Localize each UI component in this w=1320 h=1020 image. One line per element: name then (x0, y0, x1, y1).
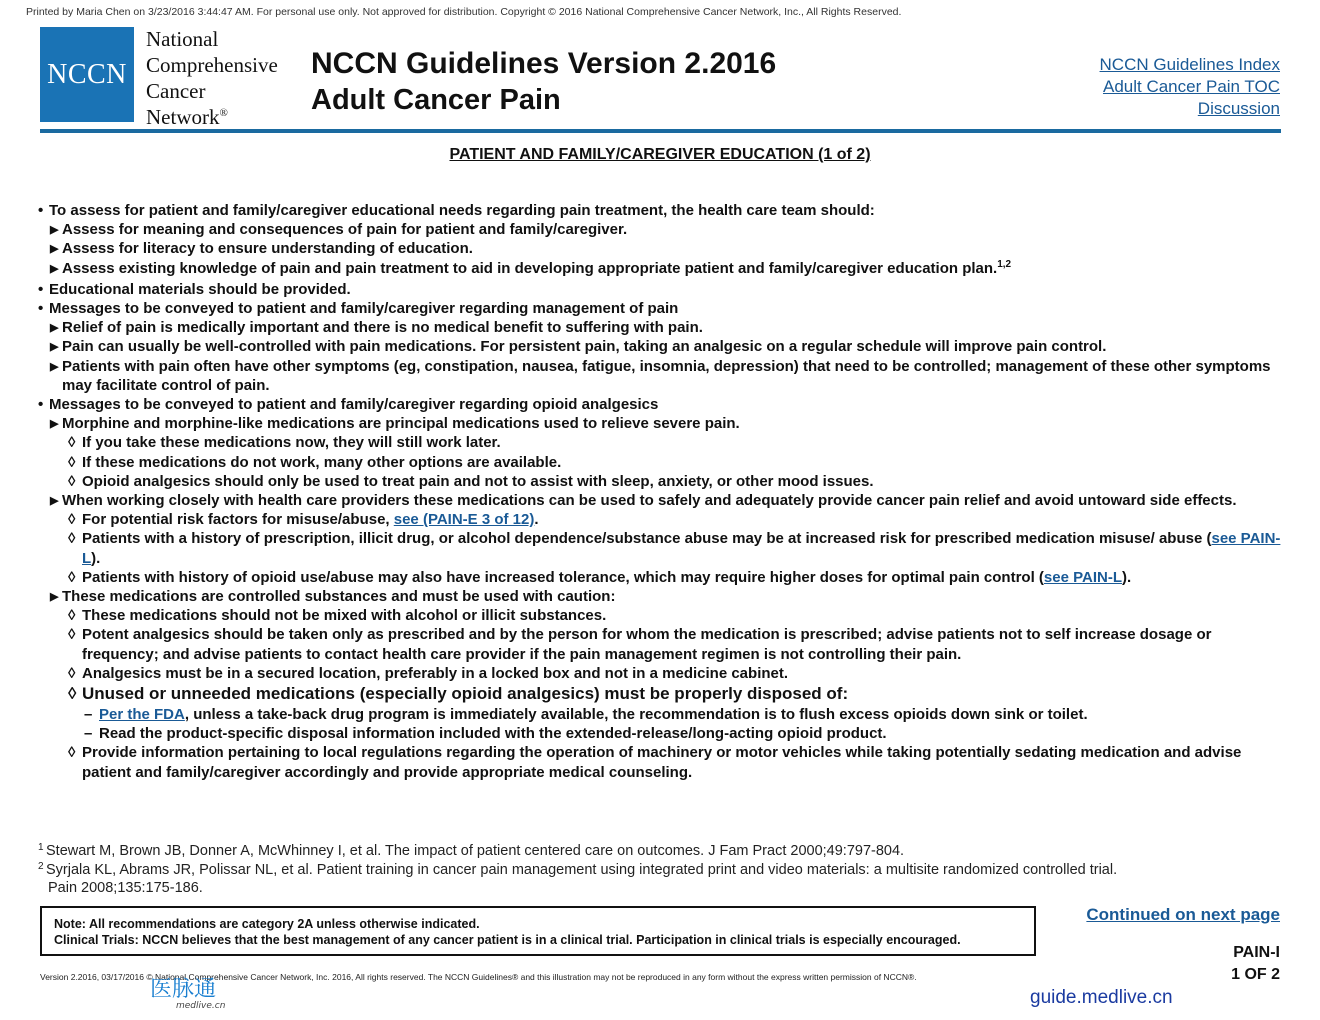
logo-wordmark (146, 26, 278, 130)
nccn-logo (40, 27, 134, 122)
medlive-logo-cn: 医脉通 (150, 977, 217, 1002)
link-guidelines-index[interactable]: NCCN Guidelines Index (1099, 55, 1280, 74)
link-per-the-fda[interactable]: Per the FDA (99, 706, 185, 724)
bullet-materials: • Educational materials should be provided. (38, 280, 351, 298)
sub-bullet: ▶ Assess existing knowledge of pain and pain treatment to aid in developing appropriate patient and family/caregiver education plan.$^{1,2}$ (50, 258, 1012, 277)
reference-2: 2 Syrjala KL, Abrams JR, Polissar NL, et al. Patient training in cancer pain management using integrated print and video materials: a multisite randomized controlled trial. (38, 860, 1118, 878)
footnote-ref: 1,2 (997, 258, 1012, 270)
sub-sub-bullet-disposal: ◊ Unused or unneeded medications (especially opioid analgesics) must be properly disposed of: (68, 684, 849, 704)
sub-bullet: ▶ Assess for meaning and consequences of pain for patient and family/caregiver. (50, 221, 628, 239)
sub-sub-bullet: ◊ Opioid analgesics should only be used to treat pain and not to assist with sleep, anxiety, or other mood issues. (68, 472, 874, 490)
sub-bullet: ▶ These medications are controlled substances and must be used with caution: (50, 588, 616, 606)
watermark-site: guide.medlive.cn (1030, 987, 1173, 1008)
dash-item: – Per the FDA, unless a take-back drug program is immediately available, the recommendation is to flush excess opioids down sink or toilet. (84, 706, 1088, 724)
version-copyright: Version 2.2016, 03/17/2016 © National Comprehensive Cancer Network, Inc. 2016, All rights reserved. The NCCN Guidelines® and this illustration may not be reproduced in any form without the express written permission of NCCN®. (40, 972, 917, 982)
sub-bullet: ▶ Patients with pain often have other symptoms (eg, constipation, nausea, fatigue, insomnia, depression) that need to be controlled; management of these other symptoms may facilitate control of pain. (50, 357, 1271, 394)
print-notice: Printed by Maria Chen on 3/23/2016 3:44:47 AM. For personal use only. Not approved for distribution. Copyright © 2016 National Comprehensive Cancer Network, Inc., All Rights Reserved. (26, 6, 902, 18)
logo-line-3: Cancer (146, 79, 206, 103)
link-pain-l[interactable]: see PAIN-L (82, 530, 1281, 567)
note-box (40, 906, 1036, 956)
link-pain-e[interactable]: see (PAIN-E 3 of 12) (393, 511, 535, 529)
sub-sub-bullet: ◊ Potent analgesics should be taken only as prescribed and by the person for whom the medication is prescribed; advise patients not to self increase dosage or frequency; and advise patients to contact health care provider if the pain management regimen is not controlling their pain. (68, 626, 1212, 663)
link-pain-l[interactable]: see PAIN-L (1043, 568, 1122, 586)
bullet-opioid-analgesics: • Messages to be conveyed to patient and family/caregiver regarding opioid analgesics (38, 396, 659, 414)
sub-bullet: ▶ Assess for literacy to ensure understanding of education. (50, 240, 473, 258)
sub-sub-bullet: ◊ Provide information pertaining to local regulations regarding the operation of machinery or motor vehicles while taking potentially sedating medication and advise patient and family/caregiver accordingly and provide appropriate medical counseling. (68, 744, 1242, 781)
reference-2-continued: Pain 2008;135:175-186. (48, 880, 203, 896)
toc-links (1100, 54, 1280, 120)
education-content (38, 201, 1288, 782)
link-discussion[interactable]: Discussion (1197, 99, 1280, 118)
sub-sub-bullet: ◊ Patients with a history of prescription, illicit drug, or alcohol dependence/substance abuse may be at increased risk for prescribed medication misuse/ abuse (see PAIN-L). (68, 530, 1281, 567)
sub-bullet: ▶ When working closely with health care providers these medications can be used to safely and adequately provide cancer pain relief and avoid untoward side effects. (50, 492, 1237, 510)
logo-line-1: National (146, 27, 219, 51)
page-title (311, 46, 776, 118)
sub-sub-bullet: ◊ For potential risk factors for misuse/abuse, see (PAIN-E 3 of 12). (68, 511, 539, 529)
logo-line-2: Comprehensive (146, 53, 278, 77)
note-line-1: Note: All recommendations are category 2A unless otherwise indicated. (54, 917, 480, 931)
medlive-logo (148, 972, 248, 1012)
sub-bullet: ▶ Pain can usually be well-controlled with pain medications. For persistent pain, taking an analgesic on a regular schedule will improve pain control. (50, 338, 1107, 356)
bullet-assess-needs: • To assess for patient and family/caregiver educational needs regarding pain treatment, the health care team should: (38, 202, 875, 219)
logo-line-4: Network® (146, 105, 228, 129)
logo-abbr: NCCN (47, 58, 127, 90)
sub-sub-bullet: ◊ If these medications do not work, many other options are available. (68, 453, 562, 471)
sub-sub-bullet: ◊ Analgesics must be in a secured location, preferably in a locked box and not in a medicine cabinet. (68, 664, 789, 682)
sub-bullet: ▶ Morphine and morphine-like medications are principal medications used to relieve severe pain. (50, 415, 740, 433)
title-line-2: Adult Cancer Pain (311, 84, 561, 116)
link-adult-cancer-pain-toc[interactable]: Adult Cancer Pain TOC (1102, 77, 1280, 96)
continued-next-page-link[interactable]: Continued on next page (1086, 905, 1280, 924)
sub-sub-bullet: ◊ These medications should not be mixed with alcohol or illicit substances. (68, 607, 607, 625)
references (38, 842, 1288, 898)
section-title: PATIENT AND FAMILY/CAREGIVER EDUCATION (1 of 2) (449, 146, 871, 163)
note-line-2: Clinical Trials: NCCN believes that the best management of any cancer patient is in a clinical trial. Participation in clinical trials is especially encouraged. (54, 933, 961, 947)
sub-sub-bullet: ◊ If you take these medications now, they will still work later. (68, 434, 501, 452)
title-line-1: NCCN Guidelines Version 2.2016 (311, 47, 777, 80)
sub-bullet: ▶ Relief of pain is medically important and there is no medical benefit to suffering with pain. (50, 319, 703, 337)
sub-sub-bullet: ◊ Patients with history of opioid use/abuse may also have increased tolerance, which may require higher doses for optimal pain control (see PAIN-L). (68, 568, 1132, 586)
medlive-logo-sub: medlive.cn (176, 1001, 226, 1011)
reference-1: 1 Stewart M, Brown JB, Donner A, McWhinney I, et al. The impact of patient centered care on outcomes. J Fam Pract 2000;49:797-804. (38, 842, 905, 859)
dash-item: – Read the product-specific disposal information included with the extended-release/long-acting opioid product. (84, 725, 887, 743)
bullet-pain-management: • Messages to be conveyed to patient and family/caregiver regarding management of pain (38, 300, 679, 318)
page-code: PAIN-I 1 OF 2 (1231, 944, 1280, 983)
header-divider (40, 129, 1281, 133)
